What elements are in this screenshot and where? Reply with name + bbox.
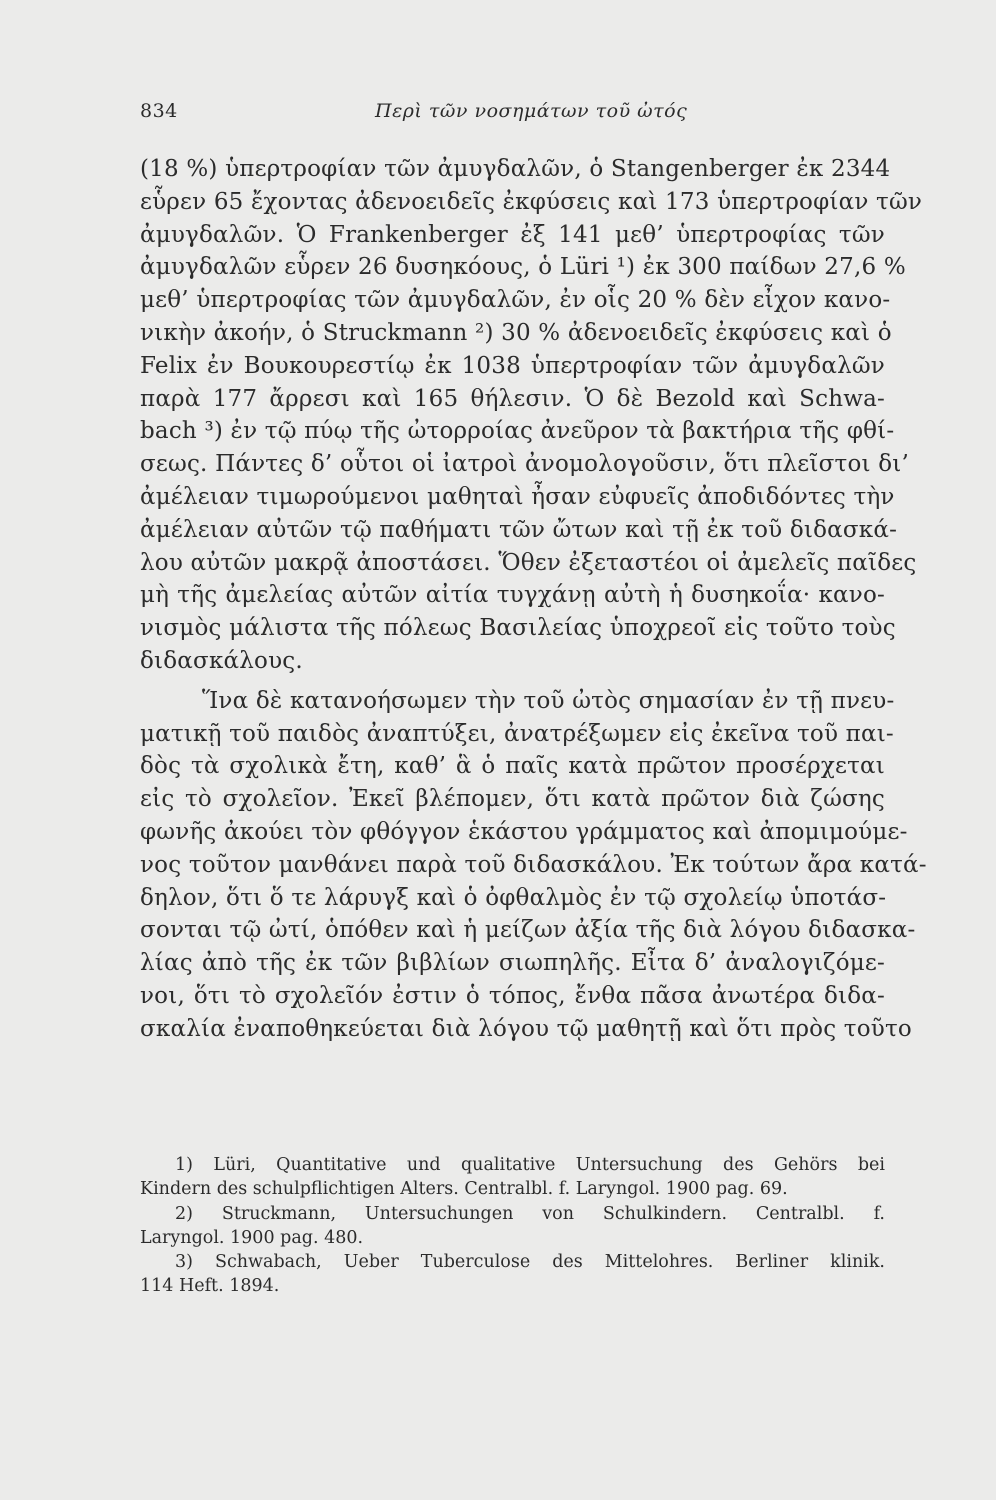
text-line: ἀμέλειαν αὐτῶν τῷ παθήματι τῶν ὤτων καὶ τῇ ἐκ τοῦ διδασκά- (140, 516, 898, 543)
text-line: διδασκάλους. (140, 647, 303, 674)
footnote-line: 3) Schwabach, Ueber Tuberculose des Mittelohres. Berliner klinik. (175, 1252, 885, 1273)
footnote-line: Laryngol. 1900 pag. 480. (140, 1227, 364, 1248)
text-line: φωνῆς ἀκούει τὸν φθόγγον ἑκάστου γράμματος καὶ ἀπομιμούμε- (140, 818, 908, 845)
text-line: εἰς τὸ σχολεῖον. Ἐκεῖ βλέπομεν, ὅτι κατὰ πρῶτον διὰ ζώσης (140, 786, 885, 813)
footnote-line: 1) Lüri, Quantitative und qualitative Untersuchung des Gehörs bei (175, 1155, 885, 1175)
text-line: σεως. Πάντες δ’ οὗτοι οἱ ἰατροὶ ἀνομολογοῦσιν, ὅτι πλεῖστοι δι’ (140, 451, 910, 478)
text-line: λίας ἀπὸ τῆς ἐκ τῶν βιβλίων σιωπηλῆς. Εἶτα δ’ ἀναλογιζόμε- (140, 950, 885, 977)
footnotes (140, 1153, 885, 1299)
text-line: Felix ἐν Βουκουρεστίῳ ἐκ 1038 ὑπερτροφίαν τῶν ἀμυγδαλῶν (140, 352, 885, 379)
text-line: Ἵνα δὲ κατανοήσωμεν τὴν τοῦ ὠτὸς σημασίαν ἐν τῇ πνευ- (202, 687, 895, 714)
text-line: λου αὐτῶν μακρᾷ ἀποστάσει. Ὅθεν ἐξεταστέοι οἱ ἀμελεῖς παῖδες (140, 549, 917, 576)
paragraph-2 (140, 685, 927, 1046)
page-header (140, 100, 885, 130)
footnote-line: 114 Heft. 1894. (140, 1276, 280, 1297)
running-title: Περὶ τῶν νοσημάτων τοῦ ὠτός (375, 100, 688, 122)
footnote-line: Kindern des schulpflichtigen Alters. Centralbl. f. Laryngol. 1900 pag. 69. (140, 1179, 788, 1200)
text-line: νοι, ὅτι τὸ σχολεῖόν ἐστιν ὁ τόπος, ἔνθα πᾶσα ἀνωτέρα διδα- (140, 982, 885, 1009)
footnote-1 (140, 1153, 885, 1202)
text-line: ἀμέλειαν τιμωρούμενοι μαθηταὶ ἦσαν εὐφυεῖς ἀποδιδόντες τὴν (140, 483, 895, 510)
text-line: δηλον, ὅτι ὅ τε λάρυγξ καὶ ὁ ὀφθαλμὸς ἐν τῷ σχολείῳ ὑποτάσ- (140, 884, 887, 911)
text-line: νος τοῦτον μανθάνει παρὰ τοῦ διδασκάλου. Ἐκ τούτων ἄρα κατά- (140, 851, 927, 878)
footnote-3 (140, 1250, 885, 1299)
text-line: bach ³) ἐν τῷ πύῳ τῆς ὠτορροίας ἀνεῦρον τὰ βακτήρια τῆς φθί- (140, 418, 895, 445)
page-number: 834 (140, 100, 178, 122)
text-line: σκαλία ἐναποθηκεύεται διὰ λόγου τῷ μαθητῇ καὶ ὅτι πρὸς τοῦτο (140, 1015, 912, 1042)
text-line: παρὰ 177 ἄρρεσι καὶ 165 θήλεσιν. Ὁ δὲ Bezold καὶ Schwa- (140, 385, 885, 412)
text-line: νικὴν ἀκοήν, ὁ Struckmann ²) 30 % ἀδενοειδεῖς ἐκφύσεις καὶ ὁ (140, 319, 892, 346)
text-line: νισμὸς μάλιστα τῆς πόλεως Βασιλείας ὑποχρεοῖ εἰς τοῦτο τοὺς (140, 615, 896, 642)
text-line: ματικῇ τοῦ παιδὸς ἀναπτύξει, ἀνατρέξωμεν εἰς ἐκεῖνα τοῦ παι- (140, 720, 894, 747)
text-line: (18 %) ὑπερτροφίαν τῶν ἀμυγδαλῶν, ὁ Stangenberger ἐκ 2344 (140, 156, 891, 182)
text-line: δὸς τὰ σχολικὰ ἔτη, καθ’ ἃ ὁ παῖς κατὰ πρῶτον προσέρχεται (140, 753, 885, 780)
text-line: ἀμυγδαλῶν εὗρεν 26 δυσηκόους, ὁ Lüri ¹) ἐκ 300 παίδων 27,6 % (140, 254, 906, 281)
text-line: σονται τῷ ὠτί, ὁπόθεν καὶ ἡ μείζων ἀξία τῆς διὰ λόγου διδασκα- (140, 917, 916, 944)
main-text (140, 153, 927, 1046)
footnote-line: 2) Struckmann, Untersuchungen von Schulkindern. Centralbl. f. (175, 1203, 885, 1224)
text-line: μεθ’ ὑπερτροφίας τῶν ἀμυγδαλῶν, ἐν οἷς 20 % δὲν εἶχον κανο- (140, 287, 891, 314)
text-line: ἀμυγδαλῶν. Ὁ Frankenberger ἐξ 141 μεθ’ ὑπερτροφίας τῶν (140, 221, 885, 248)
text-line: εὗρεν 65 ἔχοντας ἀδενοειδεῖς ἐκφύσεις καὶ 173 ὑπερτροφίαν τῶν (140, 188, 923, 215)
paragraph-1 (140, 153, 923, 678)
text-line: μὴ τῆς ἀμελείας αὐτῶν αἰτία τυγχάνῃ αὐτὴ ἡ δυσηκοΐα· κανο- (140, 582, 885, 609)
footnote-2 (140, 1202, 885, 1251)
